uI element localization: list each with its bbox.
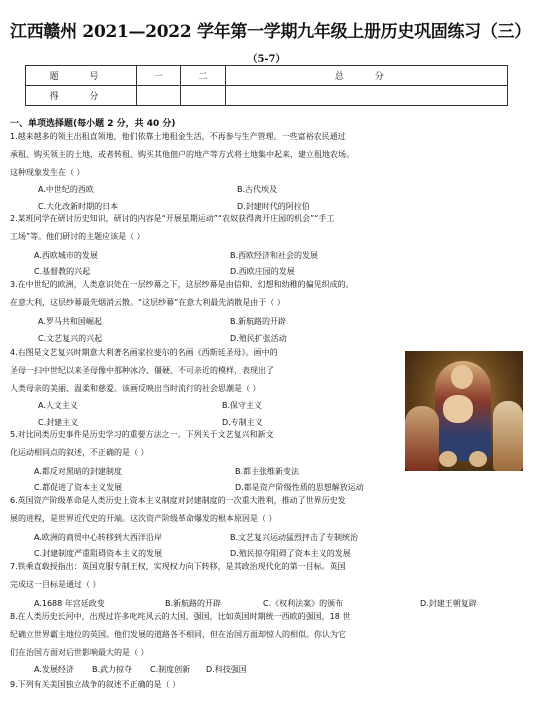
option: A.发展经济 (34, 665, 74, 674)
question-1 (10, 128, 354, 182)
option: A.欧洲的商贸中心转移到大西洋沿岸 (34, 533, 162, 542)
option: D.封建王朝复辟 (420, 599, 477, 608)
option: D.殖民扩张活动 (230, 334, 287, 343)
score-input-cell[interactable] (225, 86, 507, 106)
score-table-score-row (26, 86, 508, 106)
option: B.新航路的开辟 (230, 317, 287, 326)
question-line: 4.右图是文艺复兴时期意大利著名画家拉斐尔的名画《西斯廷圣母》。画中的 (10, 348, 278, 357)
option: C.文艺复兴的兴起 (38, 334, 103, 343)
option: D.科技强国 (206, 665, 247, 674)
sistine-madonna-painting (405, 351, 523, 471)
option: D.封建时代的阿拉伯 (237, 202, 310, 211)
option: B.保守主义 (222, 401, 263, 410)
option: A.人文主义 (38, 401, 78, 410)
question-line: 工场”等。他们研讨的主题应该是（ ） (10, 232, 145, 241)
option: B.古代埃及 (237, 185, 278, 194)
option: B.新航路的开辟 (165, 599, 222, 608)
question-line: 在意大利，这层纱幕最先烟消云散。“这层纱幕”在意大利最先消散是由于（ ） (10, 298, 285, 307)
question-line: 9.下列有关美国独立战争的叙述不正确的是（ ） (10, 680, 181, 689)
option: C.制度创新 (150, 665, 191, 674)
question-line: 圣母一扫中世纪以来圣母像中那种冰冷、僵硬、不可亲近的模样，表现出了 (10, 366, 274, 375)
score-table-header-row (26, 66, 508, 86)
score-table-cell: 二 (181, 66, 225, 86)
question-line: 8.在人类历史长河中，出现过许多叱咤风云的大国、强国，比如英国时期统一西欧的强国，18 世 (10, 612, 351, 621)
option: B.文艺复兴运动猛烈抨击了专制统治 (230, 533, 359, 542)
painting-figure (405, 406, 439, 471)
page-subtitle: （5-7） (247, 54, 286, 65)
painting-figure (443, 395, 473, 423)
painting-figure (439, 451, 457, 467)
option: B.武力掠夺 (92, 665, 133, 674)
painting-figure (493, 401, 523, 471)
option: C.大化改新时期的日本 (38, 202, 119, 211)
score-table-cell: 总 分 (225, 66, 507, 86)
question-line: 3.在中世纪的欧洲，人类意识处在一层纱幕之下，这层纱幕是由信仰、幻想和幼稚的偏见织成的。 (10, 280, 354, 289)
question-line: 完成这一目标是通过（ ） (10, 580, 101, 589)
option: D.都是资产阶级性质的思想解放运动 (235, 483, 364, 492)
question-line: 7.铁乘直载授指出：英国克服专制王权，实现权力向下转移，是其政治现代化的第一目标。英国 (10, 562, 346, 571)
question-9 (10, 676, 180, 694)
question-line: 这种现象发生在（ ） (10, 168, 85, 177)
option: A.都反对黑暗的封建制度 (34, 467, 122, 476)
option: A.罗马共和国崛起 (38, 317, 102, 326)
question-2 (10, 210, 334, 246)
option: B.西欧经济和社会的发展 (230, 251, 319, 260)
question-line: 2.某班同学在研讨历史知识，研讨的内容是“开展星期运动”“农奴获得离开庄园的机会”“手工 (10, 214, 335, 223)
question-3 (10, 276, 354, 312)
option: D.殖民掠夺阻碍了资本主义的发展 (230, 549, 351, 558)
question-line: 承租、购买领主的土地，或者转租、购买其他佃户的地产等方式将土地集中起来，建立租地农场。 (10, 150, 354, 159)
option: A.1688 年宫廷政变 (34, 599, 105, 608)
question-line: 1.越来越多的领主出租直领地，他们依靠土地租金生活，不再参与生产管理。一些富裕农民通过 (10, 132, 346, 141)
question-line: 人类母亲的美丽、温柔和慈爱。该画反映出当时流行的社会思潮是（ ） (10, 384, 261, 393)
option: A.西欧城市的发展 (34, 251, 98, 260)
painting-figure (469, 451, 487, 467)
question-8 (10, 608, 350, 662)
option: D.专制主义 (222, 418, 263, 427)
option: D.西欧庄园的发展 (230, 267, 295, 276)
question-6 (10, 492, 346, 528)
option: C.基督教的兴起 (34, 267, 91, 276)
option: C.《权利法案》的颁布 (263, 599, 344, 608)
question-4 (10, 344, 278, 398)
option: C.封建制度严重阻碍资本主义的发展 (34, 549, 163, 558)
question-7 (10, 558, 346, 594)
question-line: 纪确立世界霸主地位的英国。他们发展的道路各不相同，但在治国方面却惊人的相似。你认为它 (10, 630, 346, 639)
question-line: 5.对比同类历史事件是历史学习的重要方法之一。下列关于文艺复兴和新文 (10, 430, 274, 439)
option: B.都主张维新变法 (235, 467, 300, 476)
score-table (25, 65, 508, 106)
option: C.封建主义 (38, 418, 79, 427)
question-line: 6.英国资产阶级革命是人类历史上资本主义制度对封建制度的一次重大胜利，推动了世界历史发 (10, 496, 346, 505)
section-heading: 一、单项选择题(每小题 2 分，共 40 分) (10, 119, 176, 129)
question-5 (10, 426, 274, 462)
option: A.中世纪的西欧 (38, 185, 94, 194)
score-input-cell[interactable] (137, 86, 181, 106)
score-table-cell: 题 号 (26, 66, 137, 86)
question-line: 化运动相同点的叙述，不正确的是（ ） (10, 448, 149, 457)
option: C.都促进了资本主义发展 (34, 483, 123, 492)
question-line: 展的进程，是世界近代史的开端。这次资产阶级革命爆发的根本原因是（ ） (10, 514, 277, 523)
painting-figure (451, 365, 473, 389)
page-title: 江西赣州 2021—2022 学年第一学期九年级上册历史巩固练习（三） (10, 22, 531, 42)
score-table-cell: 得 分 (26, 86, 137, 106)
score-table-cell: 一 (137, 66, 181, 86)
question-line: 们在治国方面对后世影响最大的是（ ） (10, 648, 149, 657)
score-input-cell[interactable] (181, 86, 225, 106)
